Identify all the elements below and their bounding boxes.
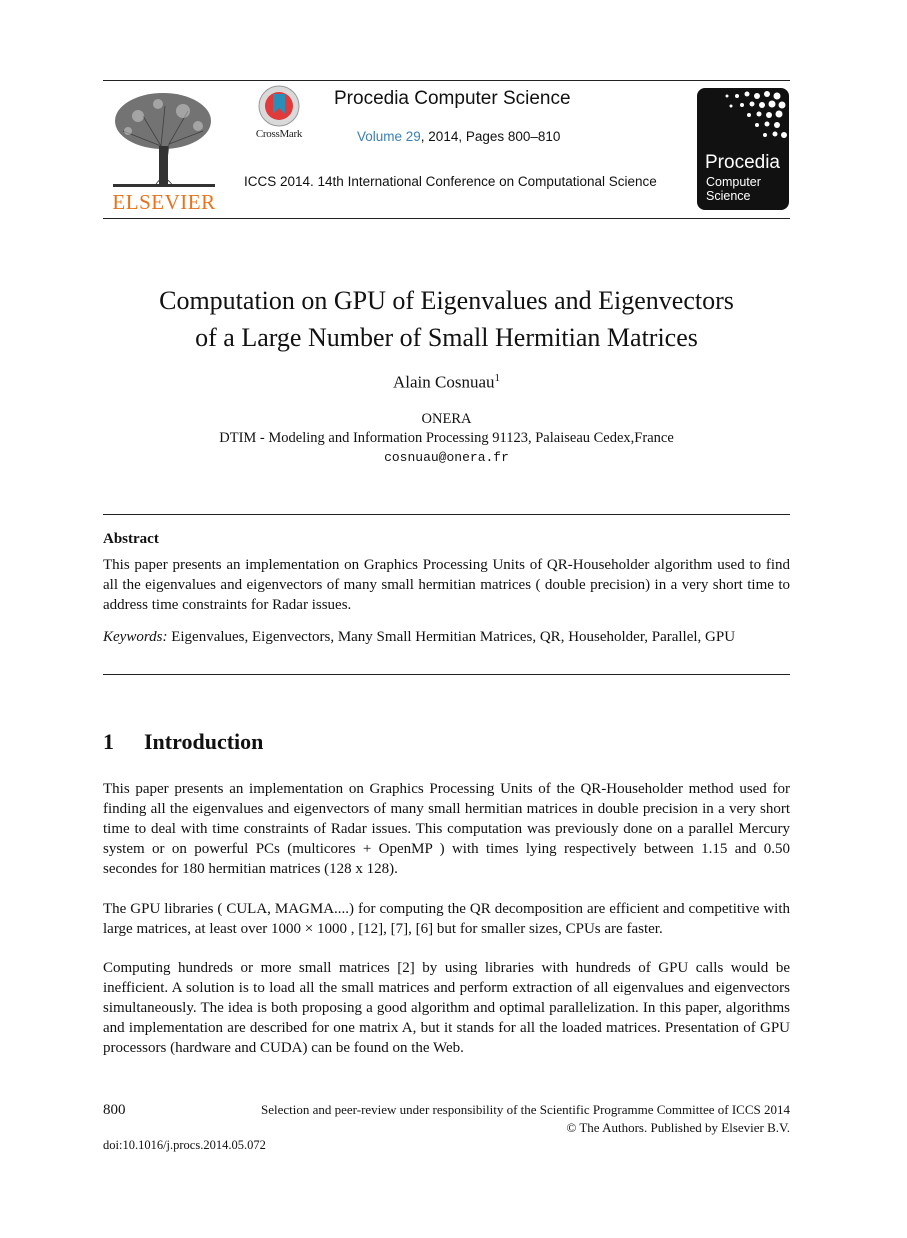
- author: [103, 372, 790, 393]
- procedia-cover-subtitle-1: Computer: [706, 175, 761, 189]
- keywords-label: Keywords:: [103, 629, 168, 645]
- abstract-bottom-rule: [103, 674, 790, 675]
- keywords-list: Eigenvalues, Eigenvectors, Many Small Hermitian Matrices, QR, Householder, Parallel, GPU: [167, 629, 736, 645]
- volume-line: [357, 129, 560, 144]
- intro-paragraph-2: The GPU libraries ( CULA, MAGMA....) for computing the QR decomposition are efficient and competitive with large matrices, at least over 1000 × 1000 , [12], [7], [6] but for smaller sizes, CPUs are faster.: [103, 901, 790, 937]
- conference-line: ICCS 2014. 14th International Conference on Computational Science: [244, 174, 657, 189]
- author-footnote-mark: 1: [494, 372, 501, 384]
- section-number: 1: [103, 729, 114, 754]
- volume-link[interactable]: Volume 29: [357, 129, 421, 144]
- paper-title-line-2: of a Large Number of Small Hermitian Matrices: [195, 323, 698, 352]
- intro-paragraph-3: Computing hundreds or more small matrices [2] by using libraries with hundreds of GPU calls would be inefficient. A solution is to load all the small matrices and perform extraction of all eigenvalues and eigenvectors simultaneously. The idea is both proposing a good algorithm and optimal parallelization. In this paper, algorithms and implementation are described for one matrix A, but it stands for all the loaded matrices. Presentation of GPU processors (hardware and CUDA) can be found on the Web.: [103, 960, 790, 1056]
- intro-paragraph-1: This paper presents an implementation on Graphics Processing Units of the QR-Householder method used for finding all the eigenvalues and eigenvectors of many small hermitian matrices in double precision in a very short time to deal with time constraints of Radar issues. This computation was previously done on a parallel Mercury system or on powerful PCs (multicores + OpenMP ) with times lying respectively between 1.15 and 0.50 secondes for 180 hermitian matrices (128 x 128).: [103, 781, 790, 877]
- header-top-rule: [103, 80, 790, 81]
- section-title: Introduction: [144, 729, 264, 754]
- author-email[interactable]: cosnuau@onera.fr: [384, 450, 509, 465]
- elsevier-wordmark: ELSEVIER: [112, 190, 216, 214]
- author-name: Alain Cosnuau: [392, 372, 495, 392]
- procedia-cover-subtitle-2: Science: [706, 189, 751, 203]
- affiliation-org: ONERA: [421, 411, 472, 427]
- affiliation-dept: DTIM - Modeling and Information Processing 91123, Palaiseau Cedex,France: [219, 430, 674, 446]
- paper-title: [103, 282, 790, 356]
- volume-pages: , 2014, Pages 800–810: [420, 129, 561, 144]
- paper-title-line-1: Computation on GPU of Eigenvalues and Eigenvectors: [159, 286, 734, 315]
- header-bottom-rule: [103, 218, 790, 219]
- keywords: [103, 627, 790, 647]
- procedia-cover-title: Procedia: [705, 152, 780, 173]
- procedia-cover-logo: [697, 88, 789, 210]
- footer-review-note: Selection and peer-review under responsibility of the Scientific Programme Committee of ICCS 2014: [260, 1102, 790, 1117]
- abstract-text: This paper presents an implementation on Graphics Processing Units of QR-Householder algorithm used to find all the eigenvalues and eigenvectors of many small hermitian matrices ( double precision) in a very short time to address time constraints for Radar issues.: [103, 557, 790, 613]
- crossmark-label: CrossMark: [255, 128, 303, 140]
- abstract-heading: Abstract: [103, 531, 159, 547]
- dot-pattern-icon: [697, 88, 789, 150]
- section-heading: [103, 729, 263, 755]
- footer-copyright: © The Authors. Published by Elsevier B.V.: [566, 1120, 790, 1135]
- journal-name: Procedia Computer Science: [334, 88, 571, 109]
- page-number: 800: [103, 1102, 126, 1118]
- abstract-top-rule: [103, 514, 790, 515]
- doi-link[interactable]: doi:10.1016/j.procs.2014.05.072: [103, 1138, 266, 1152]
